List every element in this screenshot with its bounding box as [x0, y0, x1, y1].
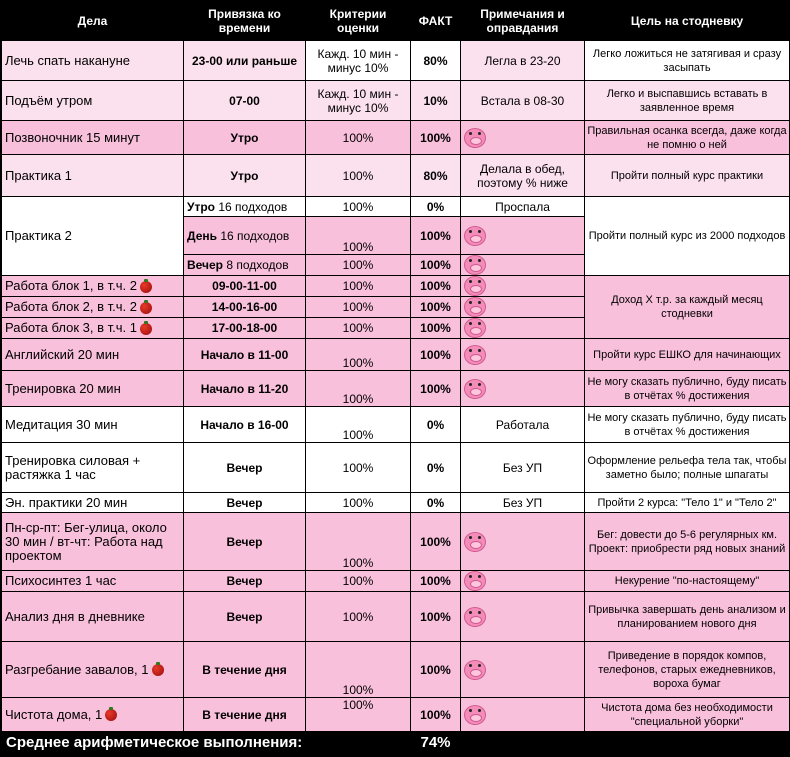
table-row: [2, 197, 790, 217]
criteria-cell[interactable]: 100%: [306, 155, 411, 197]
task-cell[interactable]: Тренировка силовая + растяжка 1 час: [2, 443, 184, 493]
note-cell[interactable]: Делала в обед, поэтому % ниже: [461, 155, 585, 197]
fact-cell[interactable]: 100%: [411, 592, 461, 642]
time-cell[interactable]: Вечер: [184, 443, 306, 493]
criteria-cell[interactable]: 100%: [306, 318, 411, 339]
task-label: Работа блок 2, в т.ч. 2: [5, 299, 137, 314]
fact-cell[interactable]: 100%: [411, 276, 461, 297]
task-cell[interactable]: Подъём утром: [2, 81, 184, 121]
criteria-cell[interactable]: 100%: [306, 371, 411, 407]
table-row: [2, 155, 790, 197]
note-cell[interactable]: [461, 318, 585, 339]
note-cell[interactable]: [461, 217, 585, 255]
time-bold: Вечер: [187, 258, 224, 272]
header-deals: Дела: [2, 2, 184, 41]
criteria-cell[interactable]: 100%: [306, 698, 411, 732]
pig-face-icon: [464, 318, 486, 338]
fact-cell[interactable]: 80%: [411, 41, 461, 81]
pig-face-icon: [464, 571, 486, 591]
header-row: [2, 2, 790, 41]
criteria-cell[interactable]: 100%: [306, 217, 411, 255]
criteria-cell[interactable]: 100%: [306, 443, 411, 493]
goal-cell[interactable]: Пройти полный курс практики: [585, 155, 790, 197]
task-cell[interactable]: Эн. практики 20 мин: [2, 493, 184, 513]
average-value: 74%: [411, 732, 461, 754]
header-criteria: Критерии оценки: [306, 2, 411, 41]
task-cell[interactable]: [2, 642, 184, 698]
task-label: Чистота дома, 1: [5, 706, 103, 722]
table-row: [2, 698, 790, 732]
goal-cell[interactable]: Привычка завершать день анализом и планированием нового дня: [585, 592, 790, 642]
header-fact: ФАКТ: [411, 2, 461, 41]
time-bold: День: [187, 228, 217, 243]
note-cell[interactable]: Работала: [461, 407, 585, 443]
table-row: [2, 513, 790, 571]
fact-cell[interactable]: 100%: [411, 571, 461, 592]
criteria-cell[interactable]: 100%: [306, 297, 411, 318]
note-cell[interactable]: [461, 339, 585, 371]
header-goal: Цель на стодневку: [585, 2, 790, 41]
time-cell[interactable]: Утро: [184, 155, 306, 197]
time-cell[interactable]: В течение дня: [184, 642, 306, 698]
goal-cell[interactable]: Легко ложиться не затягивая и сразу засыпать: [585, 41, 790, 81]
fact-cell[interactable]: 100%: [411, 371, 461, 407]
criteria-cell[interactable]: 100%: [306, 592, 411, 642]
pig-face-icon: [464, 379, 486, 399]
time-cell[interactable]: 07-00: [184, 81, 306, 121]
note-cell[interactable]: [461, 513, 585, 571]
pig-face-icon: [464, 297, 486, 317]
note-cell[interactable]: Легла в 23-20: [461, 41, 585, 81]
task-cell[interactable]: [2, 297, 184, 318]
tomato-icon: [140, 302, 152, 314]
task-cell[interactable]: [2, 276, 184, 297]
goal-cell[interactable]: Пройти курс ЕШКО для начинающих: [585, 339, 790, 371]
footer-empty: [461, 732, 790, 754]
pig-face-icon: [464, 276, 486, 296]
time-cell[interactable]: Вечер: [184, 571, 306, 592]
goal-cell[interactable]: Не могу сказать публично, буду писать в отчётах % достижения: [585, 407, 790, 443]
fact-cell[interactable]: 100%: [411, 121, 461, 155]
fact-cell[interactable]: 100%: [411, 318, 461, 339]
time-cell[interactable]: Вечер: [184, 513, 306, 571]
note-cell[interactable]: [461, 371, 585, 407]
fact-cell[interactable]: 100%: [411, 698, 461, 732]
table-row: [2, 642, 790, 698]
task-cell[interactable]: Анализ дня в дневнике: [2, 592, 184, 642]
goal-cell[interactable]: Оформление рельефа тела так, чтобы заметно было; полные шпагаты: [585, 443, 790, 493]
goal-cell[interactable]: Легко и выспавшись вставать в заявленное время: [585, 81, 790, 121]
goal-cell[interactable]: Приведение в порядок компов, телефонов, старых ежедневников, вороха бумаг: [585, 642, 790, 698]
task-label: Работа блок 1, в т.ч. 2: [5, 278, 137, 293]
pig-face-icon: [464, 705, 486, 725]
task-cell[interactable]: Медитация 30 мин: [2, 407, 184, 443]
task-label: Разгребание завалов, 1: [5, 661, 149, 677]
average-label: Среднее арифметическое выполнения:: [2, 732, 411, 754]
fact-cell[interactable]: 100%: [411, 217, 461, 255]
table-row: [2, 571, 790, 592]
criteria-cell[interactable]: 100%: [306, 255, 411, 276]
tomato-icon: [105, 709, 117, 721]
table-row: [2, 592, 790, 642]
tomato-icon: [140, 281, 152, 293]
note-cell[interactable]: [461, 297, 585, 318]
goal-cell[interactable]: Правильная осанка всегда, даже когда не помню о ней: [585, 121, 790, 155]
task-cell[interactable]: Практика 2: [2, 197, 184, 276]
note-cell[interactable]: [461, 255, 585, 276]
time-cell[interactable]: [184, 217, 306, 255]
summary-row: [2, 732, 790, 754]
fact-cell[interactable]: 0%: [411, 197, 461, 217]
task-cell[interactable]: Английский 20 мин: [2, 339, 184, 371]
task-cell[interactable]: Пн-ср-пт: Бег-улица, около 30 мин / вт-чт: Работа над проектом: [2, 513, 184, 571]
time-cell[interactable]: Начало в 11-00: [184, 339, 306, 371]
tomato-icon: [152, 664, 164, 676]
time-cell[interactable]: 17-00-18-00: [184, 318, 306, 339]
fact-cell[interactable]: 100%: [411, 255, 461, 276]
criteria-cell[interactable]: Кажд. 10 мин - минус 10%: [306, 41, 411, 81]
criteria-cell[interactable]: 100%: [306, 493, 411, 513]
fact-cell[interactable]: 0%: [411, 443, 461, 493]
pig-face-icon: [464, 607, 486, 627]
goal-cell[interactable]: Не могу сказать публично, буду писать в отчётах % достижения: [585, 371, 790, 407]
criteria-cell[interactable]: 100%: [306, 513, 411, 571]
tomato-icon: [140, 323, 152, 335]
fact-cell[interactable]: 80%: [411, 155, 461, 197]
table-row: [2, 276, 790, 297]
fact-cell[interactable]: 0%: [411, 407, 461, 443]
task-cell[interactable]: Тренировка 20 мин: [2, 371, 184, 407]
criteria-cell[interactable]: 100%: [306, 339, 411, 371]
time-cell[interactable]: 09-00-11-00: [184, 276, 306, 297]
note-cell[interactable]: Без УП: [461, 493, 585, 513]
time-cell[interactable]: Начало в 16-00: [184, 407, 306, 443]
table-row: [2, 493, 790, 513]
time-cell[interactable]: Вечер: [184, 493, 306, 513]
fact-cell[interactable]: 10%: [411, 81, 461, 121]
pig-face-icon: [464, 255, 486, 275]
note-cell[interactable]: [461, 121, 585, 155]
goal-cell[interactable]: Пройти 2 курса: "Тело 1" и "Тело 2": [585, 493, 790, 513]
criteria-cell[interactable]: Кажд. 10 мин - минус 10%: [306, 81, 411, 121]
note-cell[interactable]: Без УП: [461, 443, 585, 493]
fact-cell[interactable]: 0%: [411, 493, 461, 513]
header-binding: Привязка ко времени: [184, 2, 306, 41]
note-cell[interactable]: [461, 276, 585, 297]
pig-face-icon: [464, 660, 486, 680]
time-cell[interactable]: В течение дня: [184, 698, 306, 732]
header-notes: Примечания и оправдания: [461, 2, 585, 41]
task-cell[interactable]: Позвоночник 15 минут: [2, 121, 184, 155]
habit-tracker-table: [1, 1, 790, 754]
goal-cell[interactable]: Чистота дома без необходимости "специальной уборки": [585, 698, 790, 732]
note-cell[interactable]: [461, 571, 585, 592]
table-row: [2, 121, 790, 155]
criteria-cell[interactable]: 100%: [306, 197, 411, 217]
time-rest: 8 подходов: [223, 258, 289, 272]
table-row: [2, 81, 790, 121]
time-cell[interactable]: 23-00 или раньше: [184, 41, 306, 81]
time-cell[interactable]: Вечер: [184, 592, 306, 642]
time-bold: Утро: [187, 199, 216, 214]
task-cell[interactable]: Практика 1: [2, 155, 184, 197]
time-cell[interactable]: [184, 255, 306, 276]
note-cell[interactable]: Встала в 08-30: [461, 81, 585, 121]
pig-face-icon: [464, 532, 486, 552]
note-cell[interactable]: [461, 698, 585, 732]
note-cell[interactable]: [461, 642, 585, 698]
goal-cell[interactable]: Бег: довести до 5-6 регулярных км. Проект: приобрести ряд новых знаний: [585, 513, 790, 571]
pig-face-icon: [464, 128, 486, 148]
table-row: [2, 371, 790, 407]
time-rest: 16 подходов: [215, 199, 288, 214]
time-cell[interactable]: [184, 197, 306, 217]
time-cell[interactable]: Утро: [184, 121, 306, 155]
pig-face-icon: [464, 345, 486, 365]
criteria-cell[interactable]: 100%: [306, 571, 411, 592]
goal-cell[interactable]: Некурение "по-настоящему": [585, 571, 790, 592]
criteria-cell[interactable]: 100%: [306, 121, 411, 155]
table-row: [2, 407, 790, 443]
task-cell[interactable]: Лечь спать накануне: [2, 41, 184, 81]
time-rest: 16 подходов: [217, 228, 290, 243]
fact-cell[interactable]: 100%: [411, 339, 461, 371]
note-cell[interactable]: Проспала: [461, 197, 585, 217]
time-cell[interactable]: 14-00-16-00: [184, 297, 306, 318]
task-cell[interactable]: [2, 698, 184, 732]
criteria-cell[interactable]: 100%: [306, 407, 411, 443]
task-label: Работа блок 3, в т.ч. 1: [5, 320, 137, 335]
table-row: [2, 443, 790, 493]
table-row: [2, 41, 790, 81]
time-cell[interactable]: Начало в 11-20: [184, 371, 306, 407]
note-cell[interactable]: [461, 592, 585, 642]
fact-cell[interactable]: 100%: [411, 297, 461, 318]
table-row: [2, 339, 790, 371]
pig-face-icon: [464, 226, 486, 246]
fact-cell[interactable]: 100%: [411, 513, 461, 571]
criteria-cell[interactable]: 100%: [306, 642, 411, 698]
criteria-cell[interactable]: 100%: [306, 276, 411, 297]
fact-cell[interactable]: 100%: [411, 642, 461, 698]
task-cell[interactable]: Психосинтез 1 час: [2, 571, 184, 592]
goal-cell[interactable]: Пройти полный курс из 2000 подходов: [585, 197, 790, 276]
goal-cell[interactable]: Доход Х т.р. за каждый месяц стодневки: [585, 276, 790, 339]
task-cell[interactable]: [2, 318, 184, 339]
